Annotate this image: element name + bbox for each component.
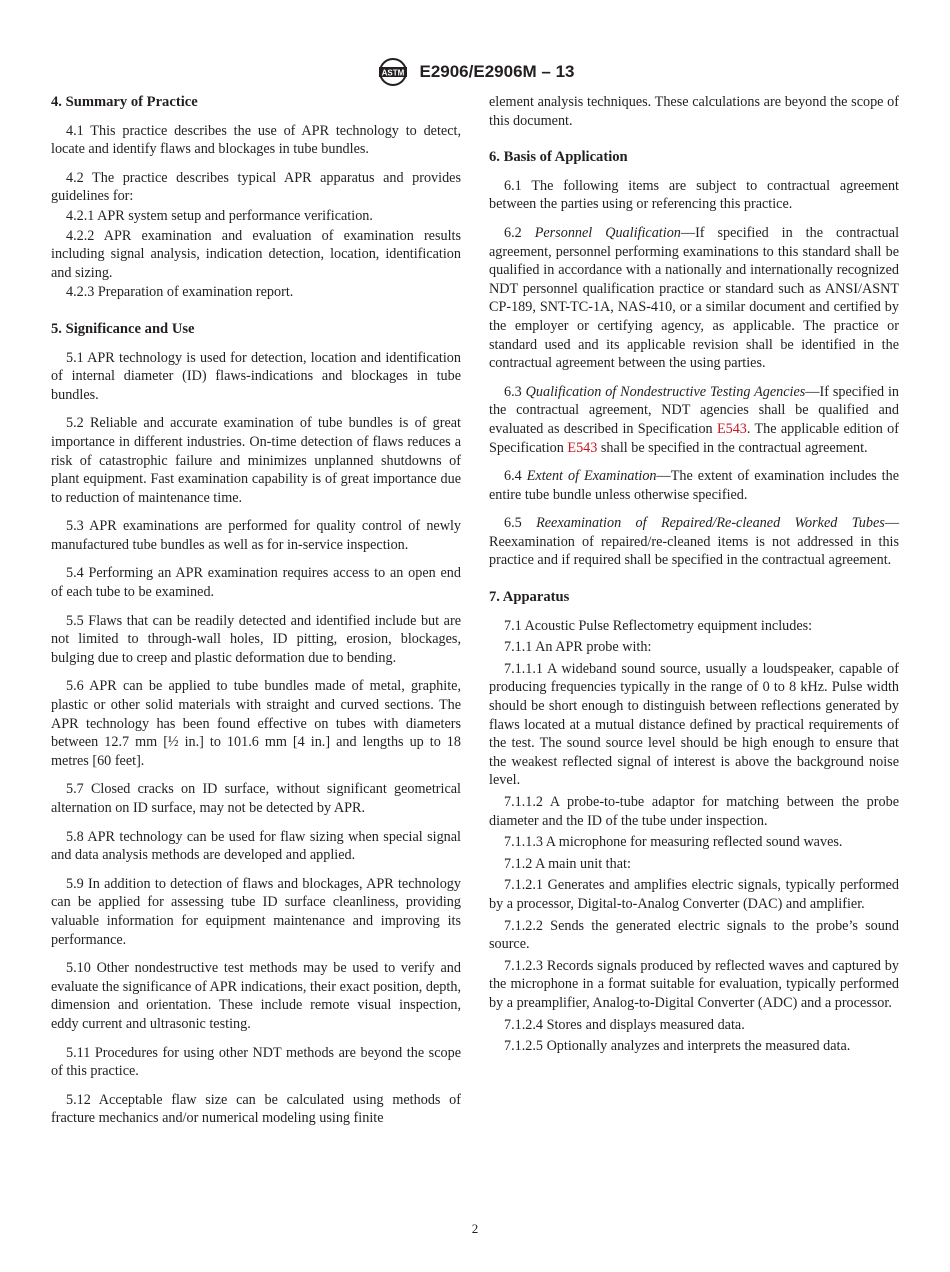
para-7-1-1-3: 7.1.1.3 A microphone for measuring reflected sound waves. (504, 834, 843, 851)
page-header (0, 57, 950, 92)
left-column (51, 93, 461, 1138)
document-id: E2906/E2906M – 13 (419, 62, 575, 81)
para-5-6: 5.6 APR can be applied to tube bundles made of metal, graphite, plastic or other solid materials with straight and curved sections. The APR technology has been found effective on tubes with diameters between 12.7 mm [½ in.] to 101.6 mm [4 in.] and lengths up to 18 metres [60 feet]. (51, 678, 461, 769)
spec-e543-link[interactable]: E543 (567, 439, 598, 456)
para-6-2-heading: Personnel Qualification (534, 224, 681, 241)
astm-logo-icon (375, 57, 411, 87)
para-5-9: 5.9 In addition to detection of flaws and blockages, APR technology can be applied for assessing tube ID surface cleanliness, providing valuable information for equipment maintenance and improving its performance. (51, 875, 461, 948)
para-5-7: 5.7 Closed cracks on ID surface, without significant geometrical alternation on ID surface, may not be detected by APR. (51, 781, 461, 816)
para-7-1: 7.1 Acoustic Pulse Reflectometry equipment includes: (504, 617, 813, 634)
page-number: 2 (471, 1221, 479, 1236)
para-7-1-2: 7.1.2 A main unit that: (504, 855, 631, 872)
para-5-8: 5.8 APR technology can be used for flaw sizing when special signal and data analysis methods are developed and applied. (51, 828, 461, 864)
para-7-1-2-4: 7.1.2.4 Stores and displays measured data. (504, 1016, 745, 1033)
svg-text:ASTM: ASTM (382, 68, 405, 78)
para-7-1-2-1: 7.1.2.1 Generates and amplifies electric signals, typically performed by a processor, Digital-to-Analog Converter (DAC) and amplifier. (489, 877, 899, 912)
spec-e543-link[interactable]: E543 (716, 420, 747, 437)
right-column (489, 93, 899, 1059)
section-4-title: 4. Summary of Practice (51, 94, 198, 110)
para-7-1-1-1: 7.1.1.1 A wideband sound source, usually a loudspeaker, capable of producing frequencies typically in the range of 0 to 8 kHz. Pulse width should be short enough to distinguish between reflections generated by flaws located at a mutual distance defined by practical requirements of the test. The sound source level should be high enough to ensure that the weakest reflected signal of interest is above the background noise level. (489, 660, 899, 789)
para-5-4: 5.4 Performing an APR examination requires access to an open end of each tube to be examined. (51, 565, 461, 601)
para-6-1: 6.1 The following items are subject to contractual agreement between the parties using or referencing this practice. (489, 177, 899, 213)
para-5-1: 5.1 APR technology is used for detection, location and identification of internal diameter (ID) flaws-indications and blockages in tube bundles. (51, 349, 461, 403)
para-4-2-2: 4.2.2 APR examination and evaluation of examination results including signal analysis, indication detection, location, identification and sizing. (51, 227, 461, 281)
para-4-2: 4.2 The practice describes typical APR apparatus and provides guidelines for: (51, 169, 461, 205)
para-6-5-heading: Reexamination of Repaired/Re-cleaned Worked Tubes (536, 515, 885, 532)
section-7-title: 7. Apparatus (489, 589, 570, 606)
para-6-3-heading: Qualification of Nondestructive Testing Agencies (525, 383, 806, 400)
para-4-2-1: 4.2.1 APR system setup and performance verification. (66, 207, 373, 224)
para-6-4-heading: Extent of Examination (526, 468, 657, 485)
para-5-10: 5.10 Other nondestructive test methods may be used to verify and evaluate the significance of APR indications, their exact position, depth, dimension and orientation. These include remote visual inspection, eddy current and ultrasonic testing. (51, 960, 461, 1032)
para-5-2: 5.2 Reliable and accurate examination of tube bundles is of great importance in different industries. On-time detection of flaws reduces a risk of catastrophic failure and minimizes unplanned shutdowns of plant equipment. Fast examination capability is of great importance due to reduction of maintenance time. (51, 415, 461, 506)
section-5-title: 5. Significance and Use (51, 320, 195, 337)
para-7-1-2-2: 7.1.2.2 Sends the generated electric signals to the probe’s sound source. (489, 917, 899, 953)
para-5-11: 5.11 Procedures for using other NDT methods are beyond the scope of this practice. (51, 1044, 461, 1080)
para-7-1-1: 7.1.1 An APR probe with: (504, 639, 652, 656)
para-6-3: 6.3 Qualification of Nondestructive Testing Agencies—If specified in the contractual agreement, NDT agencies shall be qualified and evaluated as described in Specification E543. The applicable edition of Specification E543 shall be specified in the contractual agreement. (489, 383, 899, 456)
para-5-3: 5.3 APR examinations are performed for quality control of newly manufactured tube bundles as well as for in-service inspection. (51, 518, 461, 553)
para-6-4: 6.4 Extent of Examination—The extent of examination includes the entire tube bundle unless otherwise specified. (489, 468, 900, 503)
para-7-1-2-3: 7.1.2.3 Records signals produced by reflected waves and captured by the microphone in a format suitable for evaluation, typically performed by a preamplifier, Analog-to-Digital Converter (ADC) and a processor. (489, 957, 899, 1011)
para-4-1: 4.1 This practice describes the use of APR technology to detect, locate and identify flaws and blockages in tube bundles. (51, 122, 461, 158)
para-6-2: 6.2 Personnel Qualification—If specified in the contractual agreement, personnel performing examinations to this standard shall be qualified in accordance with a nationally and internationally recognized NDT personnel qualification practice or standard such as ANSI/ASNT CP-189, SNT-TC-1A, NAS-410, or a similar document and certified by the employer or certifying agency, as applicable. The practice or standard used and its applicable revision shall be identified in the contractual agreement between the using parties. (489, 224, 900, 372)
para-4-2-3: 4.2.3 Preparation of examination report. (66, 284, 294, 301)
para-5-12-continued: element analysis techniques. These calculations are beyond the scope of this document. (489, 94, 899, 129)
section-6-title: 6. Basis of Application (489, 149, 628, 166)
para-5-12: 5.12 Acceptable flaw size can be calculated using methods of fracture mechanics and/or numerical modeling using finite (51, 1091, 461, 1127)
para-5-5: 5.5 Flaws that can be readily detected and identified include but are not limited to through-wall holes, ID pitting, erosion, blockages, bulging due to creep and plastic deformation due to bending. (51, 612, 461, 666)
para-7-1-1-2: 7.1.1.2 A probe-to-tube adaptor for matching between the probe diameter and the ID of the tube under inspection. (489, 794, 899, 829)
para-7-1-2-5: 7.1.2.5 Optionally analyzes and interprets the measured data. (504, 1038, 851, 1055)
para-6-5: 6.5 Reexamination of Repaired/Re-cleaned Worked Tubes—Reexamination of repaired/re-cleaned items is not addressed in this practice and if required shall be specified in the contractual agreement. (489, 515, 899, 569)
